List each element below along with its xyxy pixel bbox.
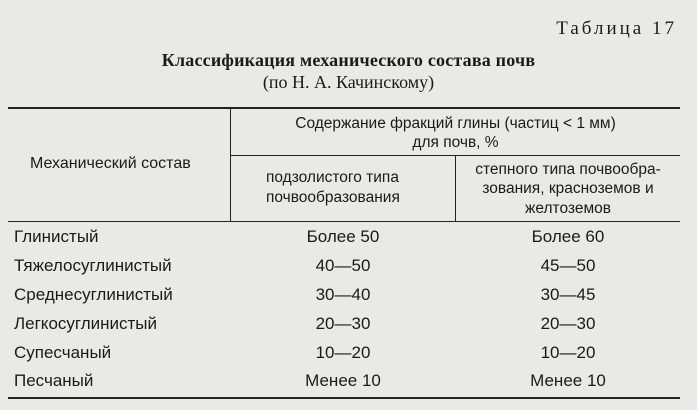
podzol-value: Более 50 bbox=[306, 227, 380, 246]
row-name: Супесчаный bbox=[14, 343, 112, 362]
table-bottom-rule bbox=[8, 397, 680, 399]
table-top-rule bbox=[8, 107, 680, 109]
steppe-value: Более 60 bbox=[531, 227, 605, 246]
table-title: Классификация механического состава почв bbox=[161, 50, 536, 70]
podzol-value: 30—40 bbox=[315, 285, 371, 304]
row-name: Среднесуглинистый bbox=[14, 285, 173, 304]
podzol-value: 40—50 bbox=[315, 256, 371, 275]
podzol-value: 20—30 bbox=[315, 314, 371, 333]
steppe-value: 10—20 bbox=[540, 343, 596, 362]
col1-header-line1: подзолистого типа bbox=[266, 169, 399, 186]
row-name: Песчаный bbox=[14, 371, 94, 390]
steppe-value: 20—30 bbox=[540, 314, 596, 333]
table-number: Таблица 17 bbox=[556, 18, 677, 39]
row-head-label: Механический состав bbox=[30, 155, 191, 172]
table-subtitle: (по Н. А. Качинскому) bbox=[262, 72, 435, 92]
row-name: Легкосуглинистый bbox=[14, 314, 158, 333]
row-name: Тяжелосуглинистый bbox=[14, 256, 172, 275]
col1-header-line2: почвообразования bbox=[266, 189, 400, 206]
steppe-value: 45—50 bbox=[540, 256, 596, 275]
col2-header-line1: степного типа почвообра- bbox=[475, 161, 661, 178]
col2-header-line2: зования, красноземов и bbox=[482, 180, 654, 197]
podzol-value: 10—20 bbox=[315, 343, 371, 362]
steppe-value: 30—45 bbox=[540, 285, 596, 304]
col2-header-line3: желтоземов bbox=[525, 200, 611, 217]
group-header-line1: Содержание фракций глины (частиц < 1 мм) bbox=[295, 115, 616, 132]
group-header-line2: для почв, % bbox=[412, 134, 499, 151]
row-name: Глинистый bbox=[14, 227, 99, 246]
podzol-value: Менее 10 bbox=[305, 371, 381, 390]
header-bottom-rule bbox=[8, 221, 680, 222]
steppe-value: Менее 10 bbox=[530, 371, 606, 390]
